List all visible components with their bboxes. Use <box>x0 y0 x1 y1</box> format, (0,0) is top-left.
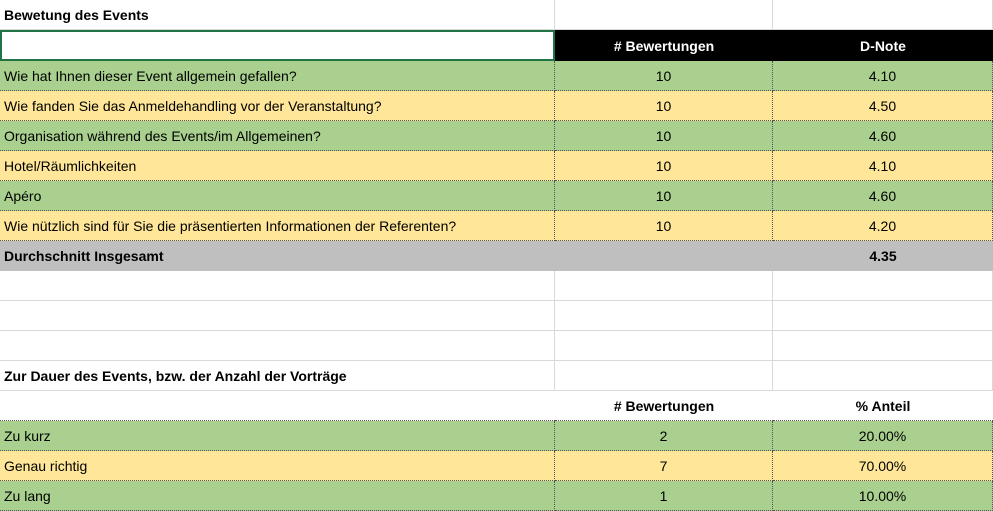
section2-title-row <box>0 361 993 391</box>
count-cell[interactable]: 7 <box>555 451 773 481</box>
question-cell[interactable]: Hotel/Räumlichkeiten <box>0 151 555 181</box>
header-count[interactable]: # Bewertungen <box>555 391 773 421</box>
share-cell[interactable]: 20.00% <box>773 421 993 451</box>
question-cell[interactable]: Organisation während des Events/im Allgemeinen? <box>0 121 555 151</box>
question-cell[interactable]: Wie nützlich sind für Sie die präsentierten Informationen der Referenten? <box>0 211 555 241</box>
duration-label[interactable]: Genau richtig <box>0 451 555 481</box>
duration-label[interactable]: Zu lang <box>0 481 555 511</box>
count-cell[interactable]: 1 <box>555 481 773 511</box>
score-cell[interactable]: 4.10 <box>773 61 993 91</box>
table-row <box>0 151 993 181</box>
table-row <box>0 211 993 241</box>
score-cell[interactable]: 4.60 <box>773 121 993 151</box>
total-row <box>0 241 993 271</box>
score-cell[interactable]: 4.60 <box>773 181 993 211</box>
section1-header-row <box>0 30 993 61</box>
total-score[interactable]: 4.35 <box>869 248 897 264</box>
table-row <box>0 421 993 451</box>
empty-cell[interactable] <box>773 0 993 30</box>
empty-cell[interactable] <box>555 331 773 361</box>
empty-cell[interactable] <box>555 361 773 391</box>
empty-cell[interactable] <box>0 301 555 331</box>
question-cell[interactable]: Wie hat Ihnen dieser Event allgemein gefallen? <box>0 61 555 91</box>
empty-cell[interactable] <box>555 241 773 271</box>
question-cell[interactable]: Wie fanden Sie das Anmeldehandling vor der Veranstaltung? <box>0 91 555 121</box>
table-row <box>0 181 993 211</box>
header-count[interactable]: # Bewertungen <box>555 30 773 61</box>
empty-cell[interactable] <box>555 0 773 30</box>
score-cell[interactable]: 4.10 <box>773 151 993 181</box>
count-cell[interactable]: 10 <box>555 61 773 91</box>
empty-cell[interactable] <box>555 271 773 301</box>
header-score[interactable]: D-Note <box>773 30 993 61</box>
count-cell[interactable]: 10 <box>555 121 773 151</box>
count-cell[interactable]: 10 <box>555 181 773 211</box>
header-share[interactable]: % Anteil <box>773 391 993 421</box>
count-cell[interactable]: 10 <box>555 151 773 181</box>
empty-cell[interactable] <box>773 331 993 361</box>
section2-header-row <box>0 391 993 421</box>
empty-row <box>0 271 993 301</box>
total-label[interactable]: Durchschnitt Insgesamt <box>4 248 164 264</box>
title-row <box>0 0 993 30</box>
duration-label[interactable]: Zu kurz <box>0 421 555 451</box>
table-row <box>0 91 993 121</box>
count-cell[interactable]: 10 <box>555 211 773 241</box>
count-cell[interactable]: 10 <box>555 91 773 121</box>
empty-cell[interactable] <box>0 271 555 301</box>
table-row <box>0 451 993 481</box>
section1-title[interactable]: Bewetung des Events <box>0 0 555 30</box>
empty-row <box>0 301 993 331</box>
table-row <box>0 61 993 91</box>
section2-title[interactable]: Zur Dauer des Events, bzw. der Anzahl der Vorträge <box>0 361 555 391</box>
score-cell[interactable]: 4.20 <box>773 211 993 241</box>
empty-row <box>0 331 993 361</box>
share-cell[interactable]: 10.00% <box>773 481 993 511</box>
empty-cell[interactable] <box>0 331 555 361</box>
empty-cell[interactable] <box>773 271 993 301</box>
share-cell[interactable]: 70.00% <box>773 451 993 481</box>
empty-cell[interactable] <box>773 361 993 391</box>
empty-cell[interactable] <box>555 301 773 331</box>
count-cell[interactable]: 2 <box>555 421 773 451</box>
question-cell[interactable]: Apéro <box>0 181 555 211</box>
empty-cell[interactable] <box>773 301 993 331</box>
selected-cell[interactable] <box>0 30 555 61</box>
table-row <box>0 121 993 151</box>
score-cell[interactable]: 4.50 <box>773 91 993 121</box>
table-row <box>0 481 993 511</box>
empty-cell[interactable] <box>0 391 555 421</box>
